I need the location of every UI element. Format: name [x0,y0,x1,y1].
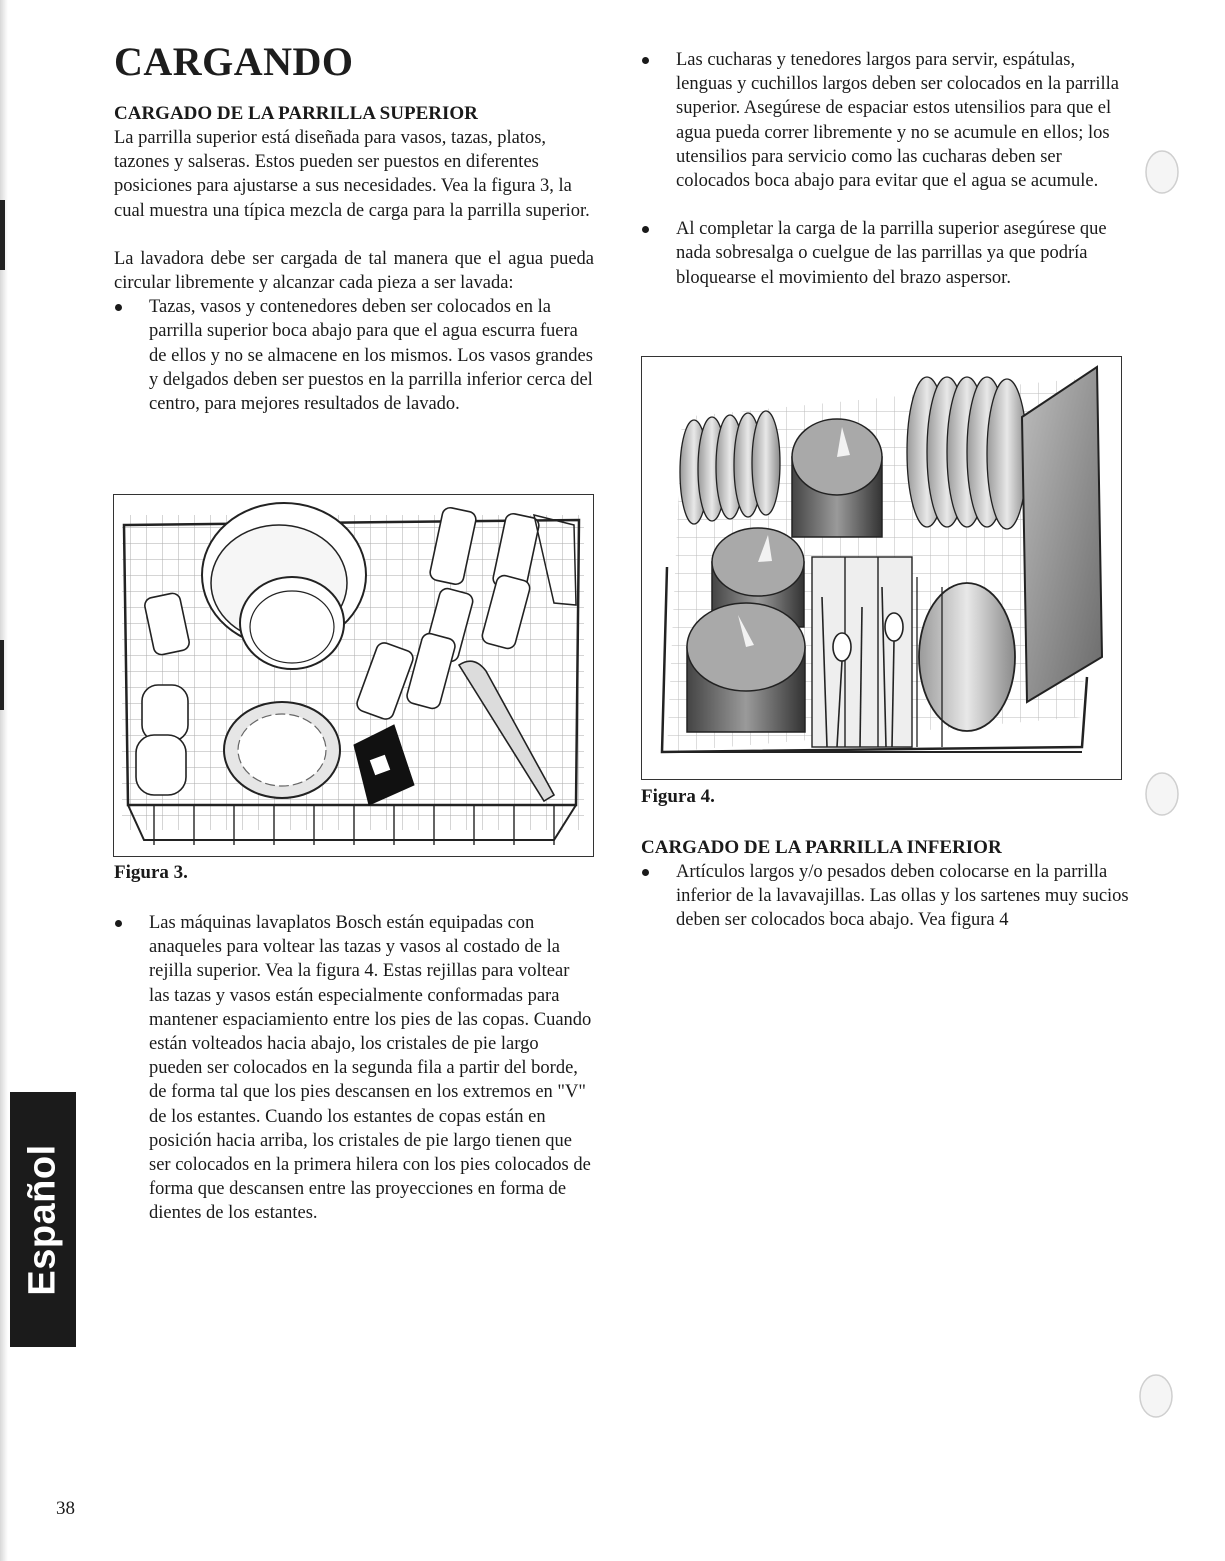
binder-hole-bottom [1136,1372,1176,1420]
page-number: 38 [56,1498,75,1519]
bullet-text: Las máquinas lavaplatos Bosch están equipadas con anaqueles para voltear las tazas y vasos al costado de la rejilla superior. Vea la figura 4. Estas rejillas para voltear las tazas y vasos están especialmente conformadas para mantener espaciamiento entre los pies de las copas. Cuando están volteados hacia abajo, los cristales de pie largo pueden ser colocados en la segunda fila a partir del borde, de forma tal que los pies descansen en los extremos en "V" de los estantes. Cuando los estantes de copas están en posición hacia arriba, los cristales de pie largo tienen que ser colocados en la primera hilera con los pies colocados de forma que descansen entre las proyecciones en forma de dientes de los estantes. [149,913,592,1224]
bullet-serving-utensils [641,48,1131,193]
bullet-glass-racks [114,911,594,1226]
section-heading-lower-rack: CARGADO DE LA PARRILLA INFERIOR [641,837,1002,858]
left-column-upper [114,102,594,416]
bullet-nothing-overhangs [641,217,1131,290]
binder-hole-middle [1142,770,1182,818]
figure-4-caption: Figura 4. [641,786,715,807]
bullet-dot [642,226,649,233]
page-title: CARGANDO [114,39,354,84]
bullet-text: Artículos largos y/o pesados deben colocarse en la parrilla inferior de la lavavajillas. Las ollas y los sartenes muy sucios deben ser colocados boca abajo. Vea figura 4 [676,862,1129,931]
right-column-upper [641,48,1131,290]
language-tab-label: Español [21,1144,64,1296]
figure-3-caption: Figura 3. [114,862,188,883]
bullet-text: Al completar la carga de la parrilla superior asegúrese que nada sobresalga o cuelgue de las parrillas ya que podría bloquearse el movimiento del brazo aspersor. [676,219,1107,288]
binder-hole-top [1142,148,1182,196]
edge-mark-top [0,200,5,270]
language-side-tab [10,1092,76,1347]
right-column-lower [641,836,1131,933]
intro-paragraph: La parrilla superior está diseñada para vasos, tazas, platos, tazones y salseras. Estos pueden ser puestos en diferentes posiciones para ajustarse a sus necesidades. Vea la figura 3, la cual muestra una típica mezcla de carga para la parrilla superior. [114,128,590,221]
left-column-lower [114,911,594,1226]
figure-4-lower-rack-illustration [641,356,1122,780]
edge-mark-middle [0,640,4,710]
section-heading-upper-rack: CARGADO DE LA PARRILLA SUPERIOR [114,103,478,124]
bullet-dot [115,920,122,927]
bullet-dot [642,57,649,64]
bullet-text: Las cucharas y tenedores largos para servir, espátulas, lenguas y cuchillos largos deben ser colocados en la parrilla superior. Asegúrese de espaciar estos utensilios para que el agua pueda correr libremente y no se acumule en ellos; los utensilios para servicio como las cucharas deben ser colocados boca abajo para evitar que el agua se acumule. [676,50,1119,192]
bullet-dot [642,869,649,876]
bullet-cups-glasses [114,295,594,416]
bullet-heavy-items [641,860,1146,933]
figure-3-upper-rack-illustration [113,494,594,857]
bullet-dot [115,304,122,311]
bullet-text: Tazas, vasos y contenedores deben ser colocados en la parrilla superior boca abajo para que el agua escurra fuera de ellos y no se almacene en los mismos. Los vasos grandes y delgados deben ser puestos en la parrilla inferior cerca del centro, para mejores resultados de lavado. [149,297,593,415]
loading-paragraph: La lavadora debe ser cargada de tal manera que el agua pueda circular libremente y alcanzar cada pieza a ser lavada: [114,248,594,294]
